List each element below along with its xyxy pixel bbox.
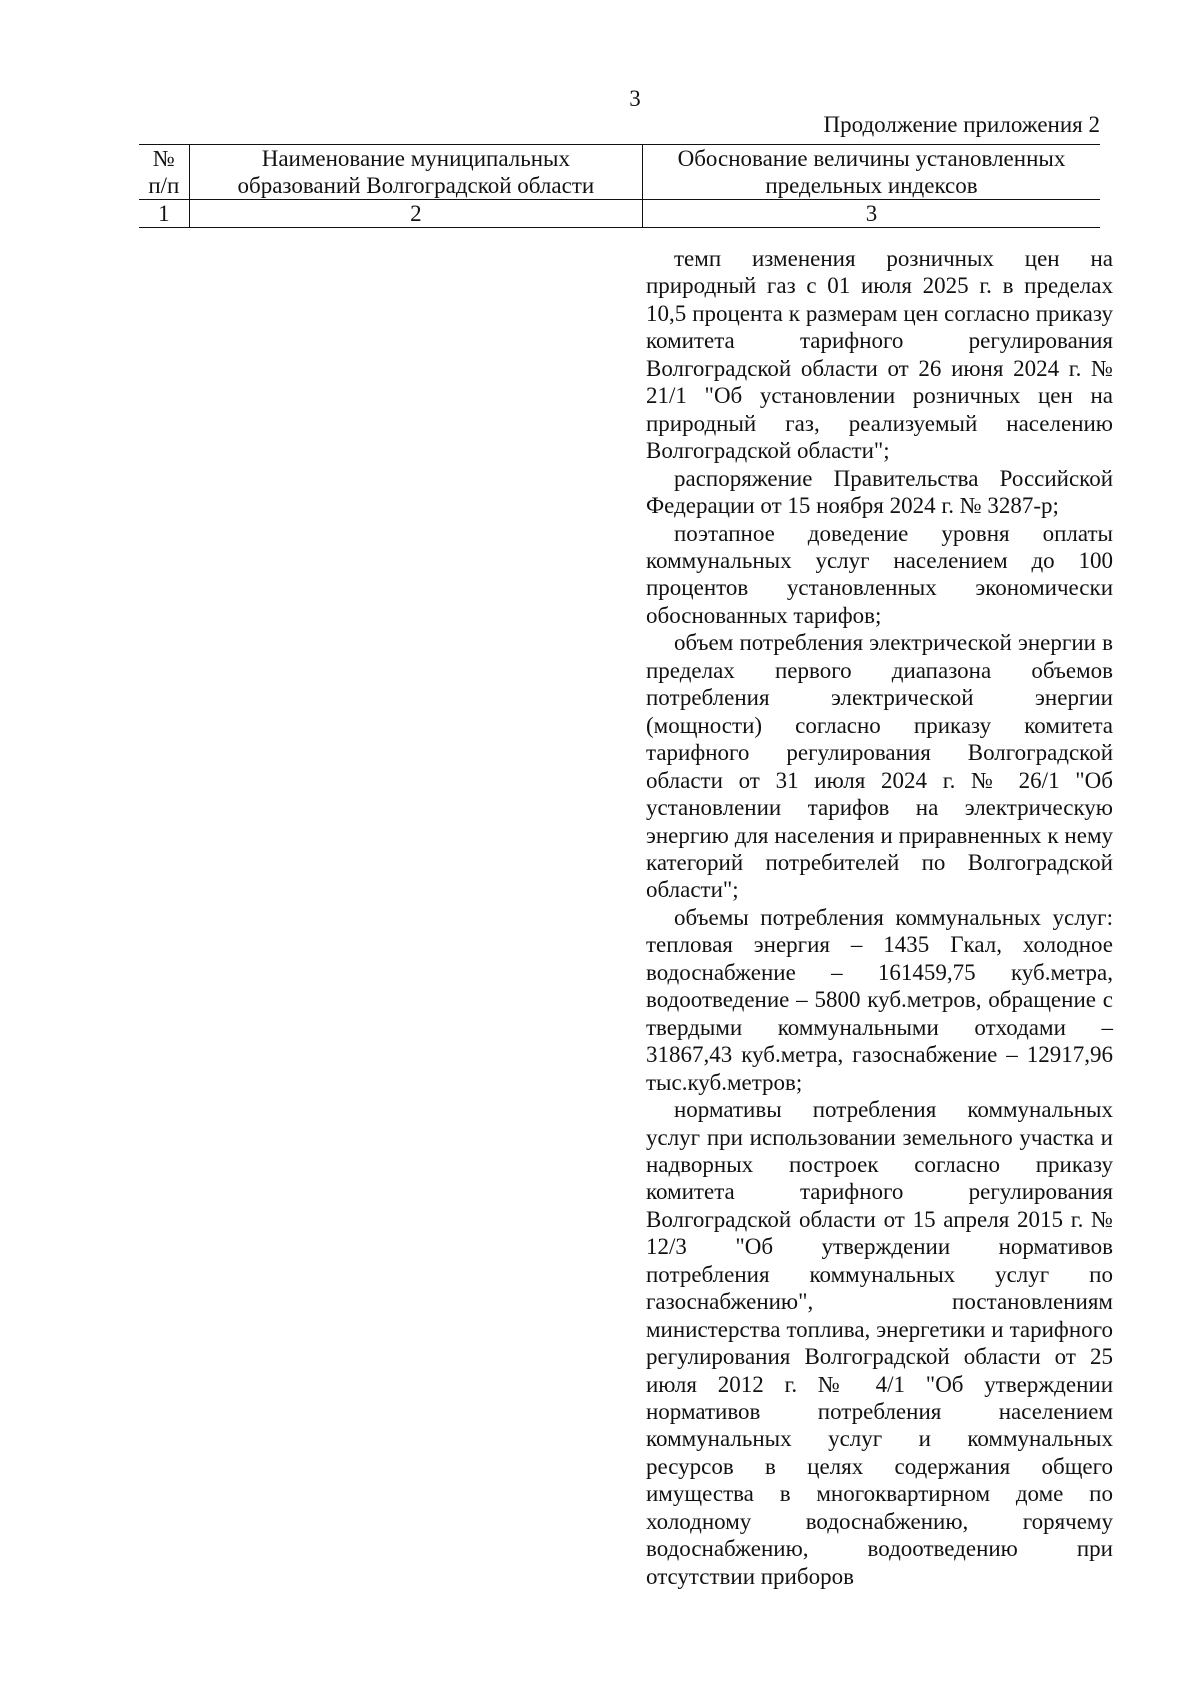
paragraph-government-order: распоряжение Правительства Российской Федерации от 15 ноября 2024 г. № 3287-р; xyxy=(646,465,1113,519)
column-number-1: 1 xyxy=(139,200,189,228)
header-number-sign: № xyxy=(152,146,175,171)
header-cell-municipality xyxy=(189,145,642,200)
continuation-label: Продолжение приложения 2 xyxy=(823,112,1100,137)
header-cell-number xyxy=(139,145,189,200)
header-municipality-line1: Наименование муниципальных xyxy=(261,146,570,171)
paragraph-utility-volumes: объемы потребления коммунальных услуг: тепловая энергия – 1435 Гкал, холодное водоснабжение – 161459,75 куб.метра, водоотведение – 5800 куб.метров, обращение с твердыми коммунальными отходами – 31867,43 куб.метра, газоснабжение – 12917,96 тыс.куб.метров; xyxy=(646,904,1113,1095)
page-number: 3 xyxy=(629,86,641,111)
table-column-numbers-row xyxy=(139,200,1100,228)
header-justification-line1: Обоснование величины установленных xyxy=(677,146,1066,171)
justification-text xyxy=(646,245,1113,1590)
column-number-3: 3 xyxy=(642,200,1100,228)
table-header-row xyxy=(139,145,1100,200)
header-cell-justification xyxy=(642,145,1100,200)
column-number-2: 2 xyxy=(189,200,642,228)
header-municipality-line2: образований Волгоградской области xyxy=(237,173,595,198)
paragraph-payment-level: поэтапное доведение уровня оплаты коммунальных услуг населением до 100 процентов установленных экономически обоснованных тарифов; xyxy=(646,520,1113,628)
paragraph-electricity-volume: объем потребления электрической энергии в пределах первого диапазона объемов потребления электрической энергии (мощности) согласно приказу комитета тарифного регулирования Волгоградской области от 31 июля 2024 г. № 26/1 "Об установлении тарифов на электрическую энергию для населения и приравненных к нему категорий потребителей по Волгоградской области"; xyxy=(646,630,1113,903)
header-number-abbrev: п/п xyxy=(148,173,180,198)
paragraph-consumption-norms: нормативы потребления коммунальных услуг при использовании земельного участка и надворных построек согласно приказу комитета тарифного регулирования Волгоградской области от 15 апреля 2015 г. № 12/3 "Об утверждении нормативов потребления коммунальных услуг по газоснабжению", постановлениям министерства топлива, энергетики и тарифного регулирования Волгоградской области от 25 июля 2012 г. № 4/1 "Об утверждении нормативов потребления населением коммунальных услуг и коммунальных ресурсов в целях содержания общего имущества в многоквартирном доме по холодному водоснабжению, горячему водоснабжению, водоотведению при отсутствии приборов xyxy=(646,1097,1113,1589)
header-table xyxy=(139,144,1100,228)
header-justification-line2: предельных индексов xyxy=(765,173,978,198)
paragraph-gas-prices: темп изменения розничных цен на природный газ с 01 июля 2025 г. в пределах 10,5 процента к размерам цен согласно приказу комитета тарифного регулирования Волгоградской области от 26 июня 2024 г. № 21/1 "Об установлении розничных цен на природный газ, реализуемый населению Волгоградской области"; xyxy=(646,246,1113,464)
